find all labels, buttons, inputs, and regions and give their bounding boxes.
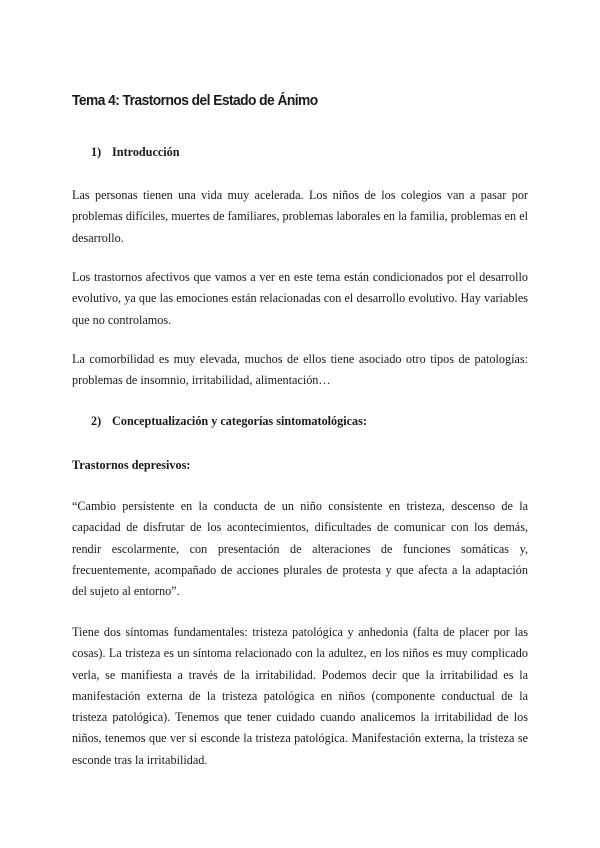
- section-heading-introduccion: [91, 145, 180, 160]
- section-title: Introducción: [112, 145, 180, 159]
- document-title: Tema 4: Trastornos del Estado de Ánimo: [72, 92, 318, 109]
- paragraph-intro-3: La comorbilidad es muy elevada, muchos de ellos tiene asociado otro tipos de patologías: problemas de insomnio, irritabilidad, alimentación…: [72, 352, 528, 388]
- section-number: 2): [91, 414, 102, 428]
- paragraph-intro-2: Los trastornos afectivos que vamos a ver en este tema están condicionados por el desarrollo evolutivo, ya que las emociones están relacionadas con el desarrollo evolutivo. Hay variables que no controlamos.: [72, 270, 528, 327]
- subheading-trastornos-depresivos: Trastornos depresivos:: [72, 458, 191, 472]
- section-number: 1): [91, 145, 102, 159]
- paragraph-intro-1: Las personas tienen una vida muy acelerada. Los niños de los colegios van a pasar por problemas difíciles, muertes de familiares, problemas laborales en la familia, problemas en el desarrollo.: [72, 188, 528, 245]
- section-title: Conceptualización y categorías sintomatológicas:: [112, 414, 367, 428]
- paragraph-symptoms: Tiene dos síntomas fundamentales: tristeza patológica y anhedonia (falta de placer por las cosas). La tristeza es un síntoma relacionado con la adultez, en los niños es muy complicado verla, se manifiesta a través de la irritabilidad. Podemos decir que la irritabilidad es la manifestación externa de la tristeza patológica en niños (componente conductual de la tristeza patológica). Tenemos que tener cuidado cuando analicemos la irritabilidad de los niños, tenemos que ver si esconde la tristeza patológica. Manifestación externa, la tristeza se esconde tras la irritabilidad.: [72, 625, 528, 767]
- paragraph-definition-quote: “Cambio persistente en la conducta de un niño consistente en tristeza, descenso de la capacidad de disfrutar de los acontecimientos, dificultades de comunicar con los demás, rendir escolarmente, con presentación de alteraciones de funciones somáticas y, frecuentemente, acompañado de acciones plurales de protesta y que afecta a la adaptación del sujeto al entorno”.: [72, 499, 528, 599]
- section-heading-conceptualizacion: [91, 414, 367, 429]
